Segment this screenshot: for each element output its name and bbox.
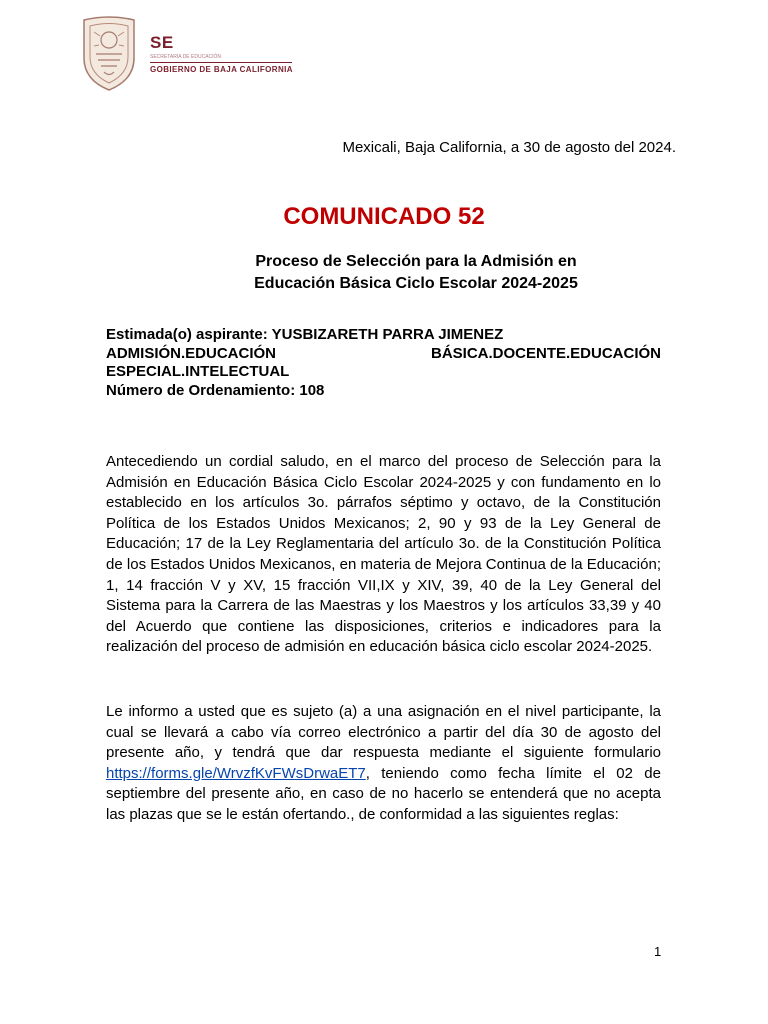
logo-abbrev: SE: [150, 33, 174, 52]
order-number: Número de Ordenamiento: 108: [106, 381, 325, 399]
logo-government: GOBIERNO DE BAJA CALIFORNIA: [150, 65, 293, 74]
logo-block: [150, 34, 293, 75]
recipient-block: [106, 326, 661, 400]
admission-continued: ESPECIAL.INTELECTUAL: [106, 363, 290, 380]
paragraph-2-intro: Le informo a usted que es sujeto (a) a una asignación en el nivel participante, la cual se llevará a cabo vía correo electrónico a partir del día 30 de agosto del presente año, y tendrá que dar respuesta mediante el siguiente formulario: [106, 703, 661, 762]
body-paragraph-1: Antecediendo un cordial saludo, en el marco del proceso de Selección para la Admisión en Educación Básica Ciclo Escolar 2024-2025 y con fundamento en lo establecido en los artículos 3o. párrafos séptimo y octavo, de la Constitución Política de los Estados Unidos Mexicanos; 2, 90 y 93 de la Ley General de Educación; 17 de la Ley Reglamentaria del artículo 3o. de la Constitución Política de los Estados Unidos Mexicanos, en materia de Mejora Continua de la Educación; 1, 14 fracción V y XV, 15 fracción VII,IX y XIV, 39, 40 de la Ley General del Sistema para la Carrera de las Maestras y los Maestros y los artículos 33,39 y 40 del Acuerdo que contiene las disposiciones, criterios e indicadores para la realización del proceso de admisión en educación básica ciclo escolar 2024-2025.: [106, 453, 661, 656]
recipient-greeting: Estimada(o) aspirante: YUSBIZARETH PARRA JIMENEZ: [106, 326, 504, 343]
page-number: 1: [654, 944, 662, 959]
admission-line: [106, 345, 661, 364]
logo-subtitle: SECRETARÍA DE EDUCACIÓN: [150, 54, 222, 60]
form-link[interactable]: https://forms.gle/WrvzfKvFWsDrwaET7: [106, 764, 366, 782]
paragraph-2-rest: , teniendo como fecha límite el 02 de septiembre del presente año, en caso de no hacerlo se entenderá que no acepta las plazas que se le están ofertando., de conformidad a las siguientes reglas:: [106, 764, 661, 823]
logo-divider: [150, 62, 292, 63]
subtitle-line-1: Proceso de Selección para la Admisión en: [255, 253, 577, 270]
coat-of-arms-icon: [80, 14, 138, 92]
document-title: COMUNICADO 52: [283, 203, 485, 230]
admission-left: ADMISIÓN.EDUCACIÓN: [106, 344, 277, 362]
body-paragraph-2: [106, 702, 661, 826]
date-line: Mexicali, Baja California, a 30 de agosto del 2024.: [342, 139, 676, 156]
subtitle-line-2: Educación Básica Ciclo Escolar 2024-2025: [254, 275, 578, 292]
document-subtitle: [0, 251, 768, 295]
admission-right: BÁSICA.DOCENTE.EDUCACIÓN: [430, 344, 661, 362]
